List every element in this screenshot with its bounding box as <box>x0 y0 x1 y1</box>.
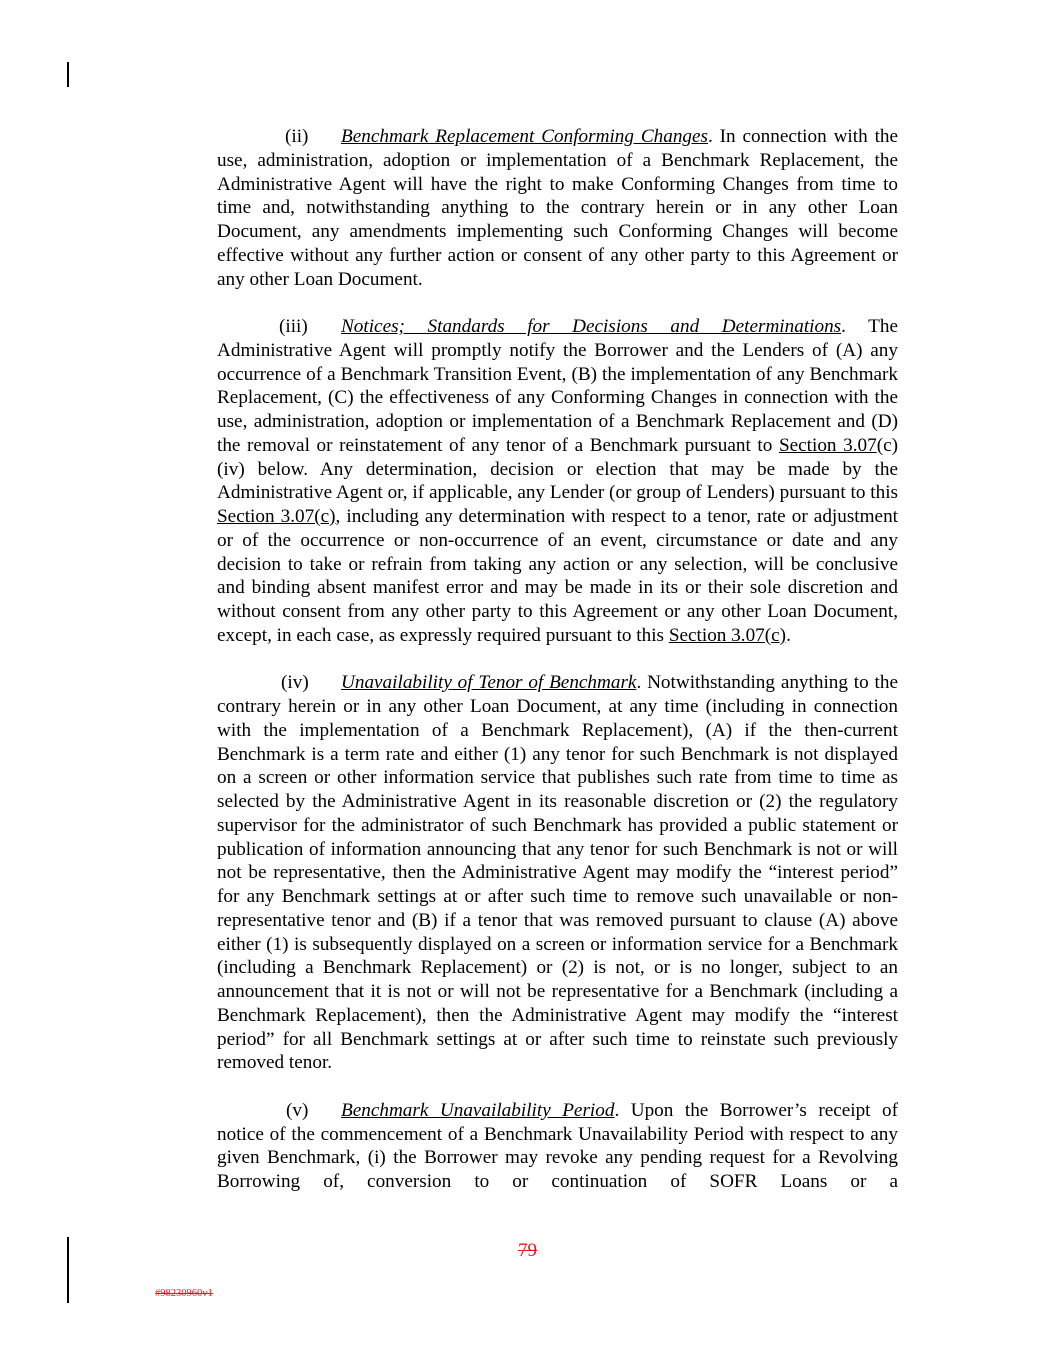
paragraph-heading: Benchmark Unavailability Period <box>341 1099 615 1121</box>
paragraph-ii <box>217 125 898 291</box>
paragraph-number: (v) <box>286 1099 309 1121</box>
paragraph-v <box>217 1099 898 1194</box>
document-id-footer: #98230960v1 <box>155 1288 213 1299</box>
paragraph-iv <box>217 671 898 1075</box>
paragraph-text: . The Administrative Agent will promptly notify the Borrower and the Lenders of (A) any occurrence of a Benchmark Transition Event, (B) the implementation of any Benchmark Replacement, (C) the effectiveness of any Conforming Changes in connection with the use, administration, adoption or implementation of a Benchmark Replacement and (D) the removal or reinstatement of any tenor of a Benchmark pursuant to <box>217 316 898 456</box>
paragraph-text: (c)(iv) below. Any determination, decision or election that may be made by the Administrative Agent or, if applicable, any Lender (or group of Lenders) pursuant to this <box>217 434 898 504</box>
section-cross-reference[interactable]: Section 3.07 <box>778 434 877 456</box>
paragraph-number: (ii) <box>285 126 309 147</box>
paragraph-heading: Notices; Standards for Decisions and Determinations <box>341 316 842 337</box>
document-body <box>217 125 898 1194</box>
paragraph-iii <box>217 315 898 648</box>
paragraph-heading: Benchmark Replacement Conforming Changes <box>341 126 708 147</box>
paragraph-text: . Upon the Borrower’s receipt of notice of the commencement of a Benchmark Unavailability Period with respect to any given Benchmark, (i) the Borrower may revoke any pending request for a Revolving Borrowing of, conversion to or continuation of SOFR Loans or a <box>217 1099 898 1192</box>
paragraph-text: . <box>786 624 791 646</box>
section-cross-reference[interactable]: Section 3.07(c) <box>668 624 787 646</box>
paragraph-number: (iv) <box>281 672 309 694</box>
paragraph-text: , including any determination with respect to a tenor, rate or adjustment or of the occurrence or non-occurrence of an event, circumstance or date and any decision to take or refrain from taking any action or any selection, will be conclusive and binding absent manifest error and may be made in its or their sole discretion and without consent from any other party to this Agreement or any other Loan Document, except, in each case, as expressly required pursuant to this <box>217 506 898 646</box>
change-bar-top <box>67 62 69 87</box>
page-number: 79 <box>518 1240 537 1261</box>
section-cross-reference[interactable]: Section 3.07(c) <box>217 506 336 527</box>
paragraph-number: (iii) <box>279 316 308 337</box>
paragraph-text: . Notwithstanding anything to the contrary herein or in any other Loan Document, at any time (including in connection with the implementation of a Benchmark Replacement), (A) if the then-current Benchmark is a term rate and either (1) any tenor for such Benchmark is not displayed on a screen or other information service that publishes such rate from time to time as selected by the Administrative Agent in its reasonable discretion or (2) the regulatory supervisor for the administrator of such Benchmark has provided a public statement or publication of information announcing that any tenor for such Benchmark is not or will not be representative, then the Administrative Agent may modify the “interest period” for any Benchmark settings at or after such time to remove such unavailable or non-representative tenor and (B) if a tenor that was removed pursuant to clause (A) above either (1) is subsequently displayed on a screen or information service for a Benchmark (including a Benchmark Replacement) or (2) is not, or is no longer, subject to an announcement that it is not or will not be representative for a Benchmark (including a Benchmark Replacement), then the Administrative Agent may modify the “interest period” for all Benchmark settings at or after such time to reinstate such previously removed tenor. <box>217 672 898 1074</box>
paragraph-text: . In connection with the use, administration, adoption or implementation of a Benchmark Replacement, the Administrative Agent will have the right to make Conforming Changes from time to time and, notwithstanding anything to the contrary herein or in any other Loan Document, any amendments implementing such Conforming Changes will become effective without any further action or consent of any other party to this Agreement or any other Loan Document. <box>217 126 899 290</box>
paragraph-heading: Unavailability of Tenor of Benchmark <box>341 672 637 694</box>
